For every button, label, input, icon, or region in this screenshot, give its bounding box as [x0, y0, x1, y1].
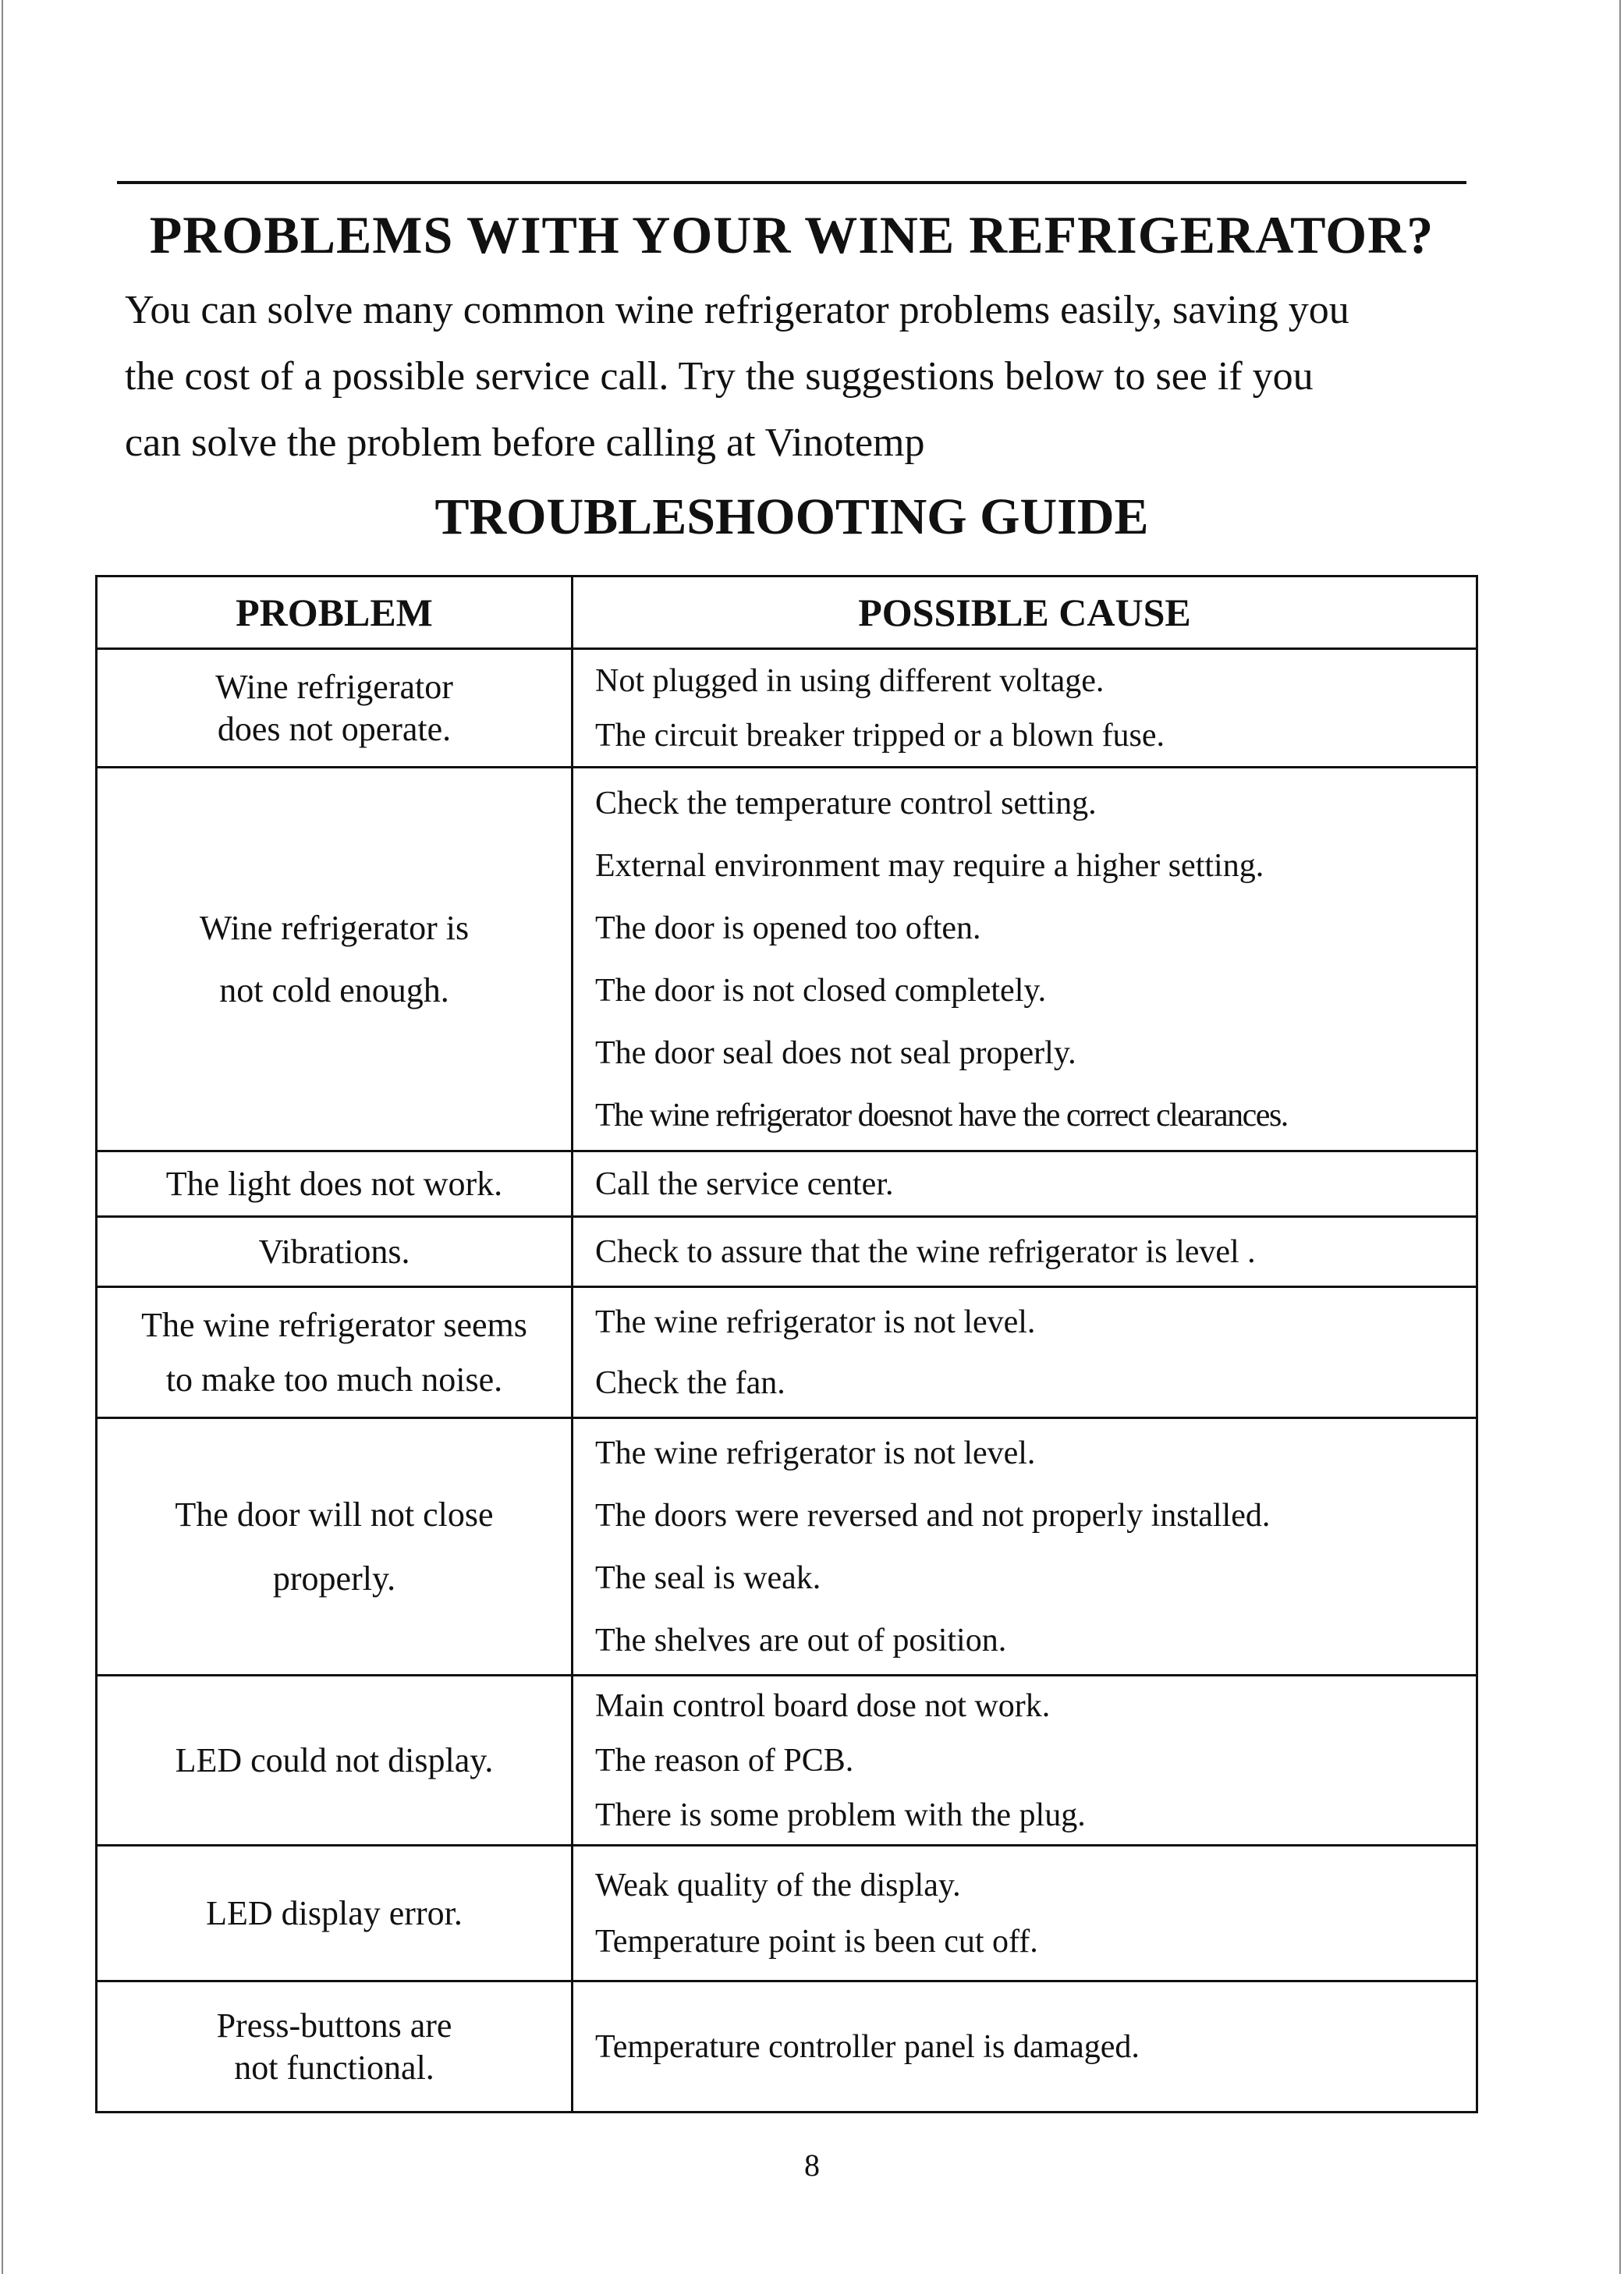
problem-line: does not operate. [217, 709, 452, 748]
problem-column-header: PROBLEM [97, 576, 573, 649]
cause-line: The seal is weak. [595, 1559, 821, 1596]
problem-line: not cold enough. [219, 970, 449, 1009]
problem-line: The wine refrigerator seems [141, 1305, 527, 1344]
table-row [97, 1676, 1477, 1846]
problem-cell [97, 1287, 573, 1418]
problem-cell [97, 1418, 573, 1676]
problem-cell [97, 1151, 573, 1217]
cause-line: Check the fan. [595, 1364, 785, 1401]
problem-cell [97, 1217, 573, 1287]
scan-edge-right [1619, 0, 1621, 2274]
cause-line: The shelves are out of position. [595, 1622, 1007, 1658]
problem-line: Wine refrigerator is [199, 908, 470, 947]
table-row [97, 649, 1477, 768]
cause-line: Not plugged in using different voltage. [595, 662, 1105, 699]
problem-cell [97, 768, 573, 1151]
cause-line: The circuit breaker tripped or a blown fuse. [595, 717, 1165, 754]
cause-line: Temperature point is been cut off. [595, 1923, 1038, 1960]
page-heading: PROBLEMS WITH YOUR WINE REFRIGERATOR? [149, 205, 1434, 264]
table-row [97, 1287, 1477, 1418]
table-row [97, 1217, 1477, 1287]
table-row [97, 1981, 1477, 2113]
cause-line: The doors were reversed and not properly installed. [595, 1497, 1271, 1534]
troubleshooting-table [95, 575, 1478, 2113]
cause-cell [573, 1151, 1477, 1217]
table-row [97, 1846, 1477, 1981]
page-number: 8 [804, 2148, 820, 2183]
cause-line: Call the service center. [595, 1165, 894, 1202]
problem-line: Wine refrigerator [215, 667, 453, 706]
cause-line: The wine refrigerator is not level. [595, 1304, 1036, 1340]
intro-line: You can solve many common wine refrigerator problems easily, saving you [125, 288, 1349, 332]
intro-paragraph [125, 277, 1466, 476]
cause-line: The door is not closed completely. [595, 972, 1047, 1009]
cause-line: Check the temperature control setting. [595, 785, 1097, 821]
cause-line: The door is opened too often. [595, 910, 981, 946]
guide-title: TROUBLESHOOTING GUIDE [434, 488, 1149, 545]
cause-cell [573, 1217, 1477, 1287]
problem-line: LED could not display. [175, 1740, 494, 1779]
cause-cell [573, 649, 1477, 768]
cause-line: Weak quality of the display. [595, 1867, 961, 1903]
scan-edge-left [2, 0, 3, 2274]
cause-line: The door seal does not seal properly. [595, 1034, 1076, 1071]
problem-line: The door will not close [175, 1495, 494, 1534]
cause-line: External environment may require a higher setting. [595, 847, 1264, 884]
problem-line: properly. [272, 1559, 396, 1598]
cause-line: There is some problem with the plug. [595, 1797, 1086, 1833]
problem-line: LED display error. [206, 1893, 463, 1932]
table-row [97, 768, 1477, 1151]
table-row [97, 1151, 1477, 1217]
table-header-row [97, 576, 1477, 649]
cause-line: Check to assure that the wine refrigerator is level . [595, 1233, 1256, 1270]
problem-line: Vibrations. [258, 1232, 410, 1271]
cause-line: The reason of PCB. [595, 1742, 854, 1779]
cause-cell [573, 1676, 1477, 1846]
cause-line: The wine refrigerator is not level. [595, 1435, 1036, 1471]
table-row [97, 1418, 1477, 1676]
intro-line: can solve the problem before calling at Vinotemp [125, 420, 925, 465]
problem-line: not functional. [234, 2048, 434, 2087]
cause-cell [573, 1287, 1477, 1418]
cause-cell [573, 768, 1477, 1151]
cause-line: Main control board dose not work. [595, 1687, 1051, 1724]
cause-line: Temperature controller panel is damaged. [595, 2028, 1140, 2065]
top-rule [117, 181, 1466, 184]
problem-line: Press-buttons are [216, 2006, 452, 2045]
problem-cell [97, 1676, 573, 1846]
problem-cell [97, 649, 573, 768]
cause-line: The wine refrigerator doesnot have the correct clearances. [595, 1097, 1288, 1133]
cause-cell [573, 1981, 1477, 2113]
cause-cell [573, 1418, 1477, 1676]
cause-column-header: POSSIBLE CAUSE [573, 576, 1477, 649]
problem-line: The light does not work. [165, 1164, 503, 1203]
problem-cell [97, 1981, 573, 2113]
problem-line: to make too much noise. [165, 1360, 503, 1399]
intro-line: the cost of a possible service call. Try the suggestions below to see if you [125, 354, 1314, 399]
cause-cell [573, 1846, 1477, 1981]
problem-cell [97, 1846, 573, 1981]
